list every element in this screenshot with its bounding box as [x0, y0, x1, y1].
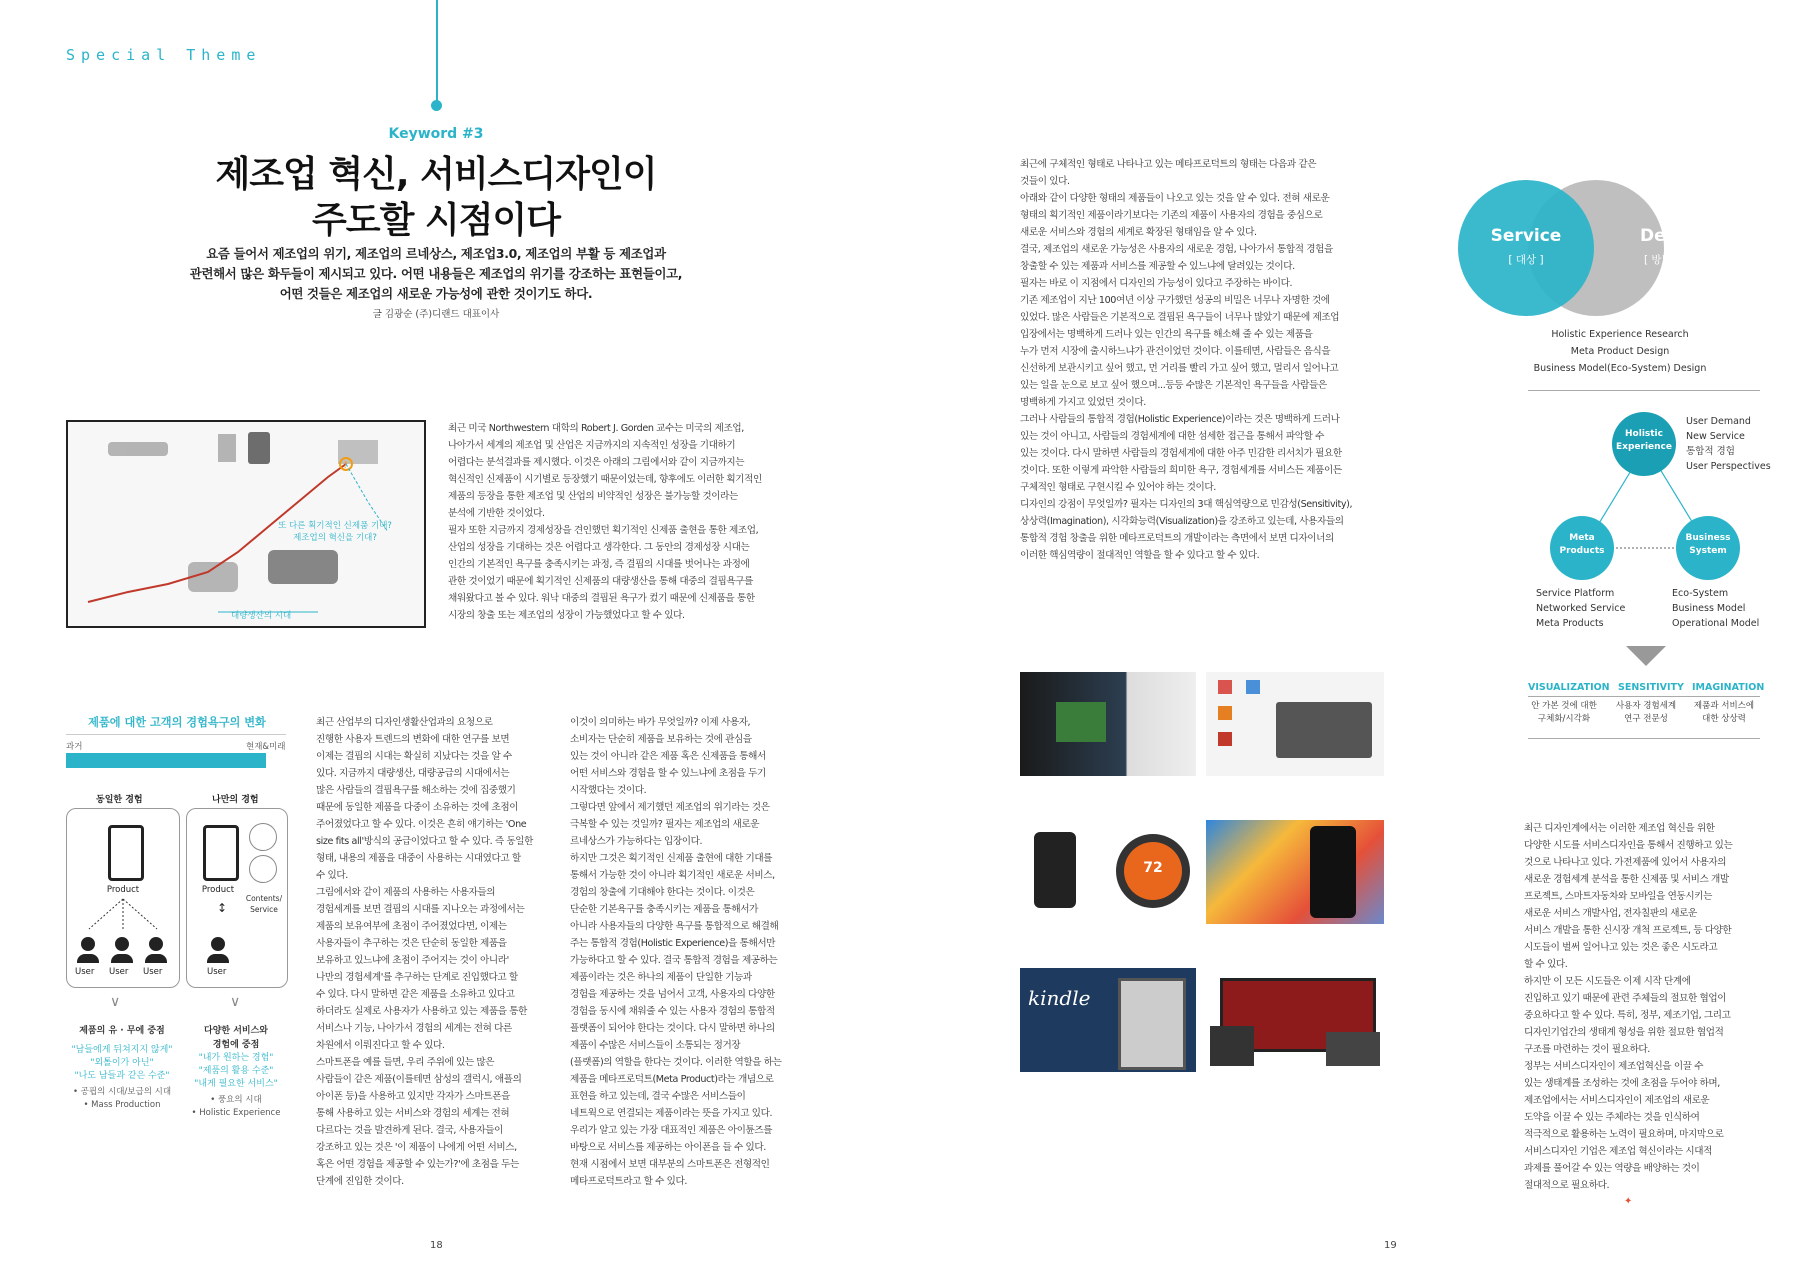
phone-icon	[203, 825, 239, 881]
kindle-logo: kindle	[1028, 986, 1091, 1010]
venn-list	[1530, 326, 1710, 377]
business-list	[1672, 586, 1759, 631]
divider	[1528, 390, 1760, 391]
diagram-title-rule	[66, 734, 286, 735]
meta-item: Service Platform	[1536, 588, 1615, 599]
holistic-item: User Perspectives	[1686, 461, 1771, 472]
capability-imagination: IMAGINATION	[1692, 682, 1765, 693]
distribution-arrows	[67, 897, 179, 937]
user-label: User	[109, 967, 129, 977]
venn-item: Business Model(Eco-System) Design	[1533, 363, 1707, 374]
ereader-graphic	[1118, 978, 1186, 1070]
product-label: Product	[201, 885, 235, 895]
thermostat-value: 72	[1143, 860, 1163, 876]
end-mark-icon: ✦	[1624, 1196, 1633, 1207]
header-dot	[431, 100, 442, 111]
same-experience-heading: 동일한 경험	[96, 795, 143, 805]
left-quotes: "남들에게 뒤쳐지지 않게" "외톨이가 아닌" "나도 남들과 같은 수준"	[71, 1045, 173, 1081]
user-body-icon	[111, 954, 133, 963]
body-column-d: 최근 디자인계에서는 이러한 제조업 혁신을 위한 다양한 시도를 서비스디자인을 통해서 진행하고 있는 것으로 나타나고 있다. 가전제품에 있어서 사용자의 새로운 경험세계 분석을 통한 신제품 및 서비스 개발 프로젝트, 스마트자동차와 모바일을 연동시키는 새로운 서비스 개발사업, 전자칠판의 새로운 서비스 개발을 통한 신시장 개척 프로젝트, 등 다양한 시도들이 벌써 일어나고 있는 것은 좋은 시도라고 할 수 있다. 하지만 이 모든 시도들은 이제 시작 단계에 진입하고 있기 때문에 관련 주체들의 절묘한 협업이 중요하다고 할 수 있다. 특히, 정부, 제조기업, 그리고 디자인기업간의 생태계 형성을 위한 절묘한 협업적 구조를 마련하는 것이 필요하다. 정부는 서비스디자인이 제조업혁신을 이끌 수 있는 생태계를 조성하는 것에 초점을 두어야 하며, 제조업에서는 서비스디자인이 제조업의 새로운 도약을 이끌 수 있는 주체라는 것을 인식하여 적극적으로 활용하는 노력이 필요하며, 마지막으로 서비스디자인 기업은 제조업 혁신이라는 시대적 과제를 풀어갈 수 있는 역량을 배양하는 것이 절대적으로 필요하다.	[1524, 823, 1733, 1191]
user-icon	[115, 937, 129, 951]
chrome-apps-image	[1206, 672, 1384, 776]
design-sub: [ 방법 ]	[1644, 254, 1680, 266]
page-number-left: 18	[430, 1240, 443, 1251]
phone-icon	[108, 825, 144, 881]
article-lead: 요즘 들어서 제조업의 위기, 제조업의 르네상스, 제조업3.0, 제조업의 부활 등 제조업과 관련해서 많은 화두들이 제시되고 있다. 어떤 내용들은 제조업의 위기를 강조하는 표현들이고, 어떤 것들은 제조업의 새로운 가능성에 관한 것이기도 하다.	[189, 246, 683, 301]
capability-desc: 사용자 경험세계 연구 전문성	[1615, 701, 1677, 724]
left-notes: • 공핍의 시대/보급의 시대 • Mass Production	[72, 1087, 172, 1110]
nest-thermostat-image	[1020, 820, 1196, 924]
timeline-past: 과거	[66, 742, 83, 752]
user-icon	[149, 937, 163, 951]
holistic-label: Holistic Experience	[1616, 429, 1672, 452]
annotation-mass-production: 대량생산의 시대	[231, 611, 292, 621]
chevron-down-icon: ∨	[230, 994, 241, 1010]
keyword-label: Keyword #3	[388, 126, 484, 142]
product-label: Product	[106, 885, 140, 895]
xbox-image	[1020, 672, 1196, 776]
app-tile	[1246, 680, 1260, 694]
business-item: Eco-System	[1672, 588, 1729, 599]
user-icon	[81, 937, 95, 951]
service-label: Service	[1490, 226, 1562, 246]
headphones-icon	[249, 823, 277, 851]
user-icon	[211, 937, 225, 951]
divider	[1528, 696, 1760, 697]
meta-list	[1536, 586, 1625, 631]
service-sub: [ 대상 ]	[1508, 254, 1544, 266]
timeline-now: 현재&미래	[246, 742, 286, 752]
user-label: User	[75, 967, 95, 977]
right-focus: 다양한 서비스와 경험에 중점	[204, 1026, 268, 1050]
updown-arrow-icon: ↕	[217, 901, 228, 915]
laptop-graphic	[1276, 702, 1372, 758]
venn-item: Meta Product Design	[1570, 346, 1670, 357]
business-item: Business Model	[1672, 603, 1746, 614]
svg-text:?: ?	[343, 461, 348, 471]
diagram-title: 제품에 대한 고객의 경험욕구의 변화	[88, 716, 266, 729]
holistic-list	[1686, 414, 1771, 474]
app-tile	[1218, 732, 1232, 746]
contents-service-label: Contents/ Service	[245, 894, 283, 914]
section-label: Special Theme	[66, 46, 262, 64]
own-experience-box	[186, 808, 288, 988]
chevron-down-icon: ∨	[110, 994, 121, 1010]
annotation-expectation: 또 다른 획기적인 신제품 기대? 제조업의 혁신을 기대?	[278, 521, 392, 543]
business-item: Operational Model	[1672, 618, 1760, 629]
holistic-item: 통합적 경험	[1686, 446, 1735, 457]
capability-desc: 안 가본 것에 대한 구체화/시각화	[1531, 701, 1597, 724]
user-body-icon	[207, 954, 229, 963]
user-label: User	[207, 967, 227, 977]
same-experience-box	[66, 808, 180, 988]
kindle-image	[1020, 968, 1196, 1072]
holistic-item: User Demand	[1686, 416, 1751, 427]
body-column-b: 이것이 의미하는 바가 무엇일까? 이제 사용자, 소비자는 단순히 제품을 보유하는 것에 관심을 있는 것이 아니라 같은 제품 혹은 신제품을 통해서 어떤 서비스와 경험을 할 수 있느냐에 초점을 두기 시작했다는 것이다. 그렇다면 앞에서 제기했던 제조업의 위기라는 것은 극복할 수 있는 것일까? 필자는 제조업의 새로운 르네상스가 가능하다는 입장이다. 하지만 그것은 획기적인 신제품 출현에 대한 기대를 통해서 가능한 것이 아니라 획기적인 새로운 서비스, 경험의 창출에 기대해야 한다는 것이다. 이것은 단순한 기본욕구를 충족시키는 제품을 통해서가 아니라 사용자들의 다양한 욕구를 통합적으로 해결해 주는 통합적 경험(Holistic Experience)을 통해서만 가능하다고 할 수 있다. 결국 통합적 경험을 제공하는 제품이라는 것은 하나의 제품이 단일한 기능과 경험을 제공하는 것을 넘어서 고객, 사용자의 다양한 경험을 동시에 채워줄 수 있는 사용자 경험의 통합적 플랫폼이 되어야 한다는 것이다. 다시 말하면 하나의 제품이 수많은 서비스들이 소통되는 정거장 (플랫폼)의 역할을 한다는 것이다. 이러한 역할을 하는 제품을 메타프로덕트(Meta Product)라는 개념으로 표현을 하고 있는데, 결국 수많은 서비스들이 네트웍으로 연결되는 제품이라는 뜻을 가지고 있다. 우리가 알고 있는 가장 대표적인 제품은 아이튠즈를 바탕으로 서비스를 제공하는 아이폰을 들 수 있다. 현재 시점에서 보면 대부분의 스마트폰은 전형적인 메타프로덕트라고 할 수 있다.	[570, 717, 782, 1187]
design-label: Design	[1640, 226, 1706, 246]
user-body-icon	[145, 954, 167, 963]
app-tile	[1218, 706, 1232, 720]
tablet-graphic	[1210, 1026, 1254, 1066]
article-title: 제조업 혁신, 서비스디자인이 주도할 시점이다	[215, 154, 657, 241]
body-column-a: 최근 산업부의 디자인생활산업과의 요청으로 진행한 사용자 트렌드의 변화에 대한 연구를 보면 이제는 결핍의 시대는 확실히 지났다는 것을 알 수 있다. 지금까지 대량생산, 대량공급의 시대에서는 많은 사람들의 결핍욕구를 해소하는 것에 집중했기 때문에 동일한 제품을 다중이 소유하는 것에 초점이 주어졌었다고 할 수 있다. 이것은 흔히 얘기하는 'One size fits all'방식의 공급이었다고 할 수 있다. 즉 동일한 형태, 내용의 제품을 대중이 사용하는 시대였다고 할 수 있다. 그림에서와 같이 제품의 사용하는 사용자들의 경험세계를 보면 결핍의 시대를 지나오는 과정에서는 제품의 보유여부에 초점이 주어졌었다면, 이제는 사용자들이 추구하는 것은 단순히 동일한 제품을 보유하고 있느냐에 초점이 주어지는 것이 아니라' 나만의 경험세계'를 추구하는 단계로 진입했다고 할 수 있다. 다시 말하면 같은 제품을 소유하고 있다고 하더라도 실제로 사용자가 사용하고 있는 제품을 통한 서비스나 기능, 나아가서 경험의 세계는 전혀 다른 차원에서 이뤄진다고 할 수 있다. 스마트폰을 예를 들면, 우리 주위에 있는 많은 사람들이 같은 제품(이를테면 삼성의 갤럭시, 애플의 아이폰 등)을 사용하고 있지만 각자가 스마트폰을 통해 사용하고 있는 서비스와 경험의 세계는 전혀 다르다는 것을 발견하게 된다. 결국, 사용자들이 강조하고 있는 것은 '이 제품이 나에게 어떤 서비스, 혹은 어떤 경험을 제공할 수 있는가?'에 초점을 두는 단계에 진입한 것이다.	[316, 717, 534, 1187]
user-body-icon	[77, 954, 99, 963]
right-notes: • 풍요의 시대 • Holistic Experience	[191, 1095, 281, 1118]
down-triangle-icon	[1626, 646, 1666, 666]
own-experience-heading: 나만의 경험	[212, 795, 259, 805]
xbox-screen-tile	[1056, 702, 1106, 742]
monitor-icon	[249, 855, 277, 883]
header-divider	[436, 0, 438, 105]
capability-sensitivity: SENSITIVITY	[1618, 682, 1684, 693]
byline: 글 김광순 (주)디랜드 대표이사	[372, 309, 500, 320]
innovation-history-image	[66, 420, 426, 628]
app-tile	[1218, 680, 1232, 694]
right-quotes: "내가 원하는 경험" "제품의 활용 수준" "내게 필요한 서비스"	[194, 1053, 278, 1089]
meta-item: Meta Products	[1536, 618, 1604, 629]
divider	[1528, 738, 1760, 739]
timeline-arrow-icon: ›››	[252, 752, 260, 768]
meta-label: Meta Products	[1559, 533, 1605, 556]
capability-desc: 제품과 서비스에 대한 상상력	[1693, 701, 1755, 724]
iphone-apps-image	[1206, 820, 1384, 924]
left-focus: 제품의 유 · 무에 중점	[79, 1026, 165, 1036]
iphone-graphic	[1310, 826, 1356, 918]
meta-item: Networked Service	[1536, 603, 1626, 614]
business-label: Business System	[1685, 533, 1731, 556]
holistic-item: New Service	[1686, 431, 1745, 442]
timeline-bar	[66, 753, 266, 768]
user-label: User	[143, 967, 163, 977]
capability-visualization: VISUALIZATION	[1528, 682, 1610, 693]
body-column-c: 최근에 구체적인 형태로 나타나고 있는 메타프로덕트의 형태는 다음과 같은 것들이 있다. 아래와 같이 다양한 형태의 제품들이 나오고 있는 것을 알 수 있다. 전혀 새로운 형태의 획기적인 제품이라기보다는 기존의 제품이 사용자의 경험을 중심으로 새로운 서비스와 경험의 세계로 확장된 형태임을 알 수 있다. 결국, 제조업의 새로운 가능성은 사용자의 새로운 경험, 나아가서 통합적 경험을 창출할 수 있는 제품과 서비스를 제공할 수 있느냐에 달려있는 것이다. 필자는 바로 이 지점에서 디자인의 가능성이 있다고 주장하는 바이다. 기존 제조업이 지난 100여년 이상 구가했던 성공의 비밀은 너무나 자명한 것에 있었다. 많은 사람들은 기본적으로 결핍된 욕구들이 너무나 많았기 때문에 제조업 입장에서는 명백하게 드러나 있는 인간의 욕구를 해소해 줄 수 있는 제품을 누가 먼저 시장에 출시하느냐가 관건이었던 것이다. 이를테면, 사람들은 음식을 신선하게 보관시키고 싶어 했고, 먼 거리를 빨리 가고 싶어 했고, 멀리서 일어나고 있는 일을 눈으로 보고 싶어 했으며...등등 수많은 기본적인 욕구들을 사람들은 명백하게 가지고 있었던 것이다. 그러나 사람들의 통합적 경험(Holistic Experience)이라는 것은 명백하게 드러나 있는 것이 아니고, 사람들의 경험세계에 대한 섬세한 접근을 통해서 파악할 수 있는 것이다. 다시 말하면 사람들의 경험세계에 대한 아주 민감한 리서치가 필요한 것이다. 또한 이렇게 파악한 사람들의 희미한 욕구, 경험세계를 서비스든 제품이든 구체적인 형태로 구현시킬 수 있어야 하는 것이다. 디자인의 강점이 무엇일까? 필자는 디자인의 3대 핵심역량으로 민감성(Sensitivity), 상상력(Imagination), 시각화능력(Visualization)을 강조하고 있는데, 사용자들의 통합적 경험 창출을 위한 메타프로덕트의 개발이라는 측면에서 보면 디자이너의 이러한 핵심역량이 절대적인 역할을 할 수 있다고 할 수 있다.	[1020, 159, 1353, 561]
venn-item: Holistic Experience Research	[1551, 329, 1689, 340]
tv-devices-image	[1206, 968, 1384, 1072]
phone-graphic	[1034, 832, 1076, 908]
page-number-right: 19	[1384, 1240, 1397, 1251]
intro-column: 최근 미국 Northwestern 대학의 Robert J. Gorden 교수는 미국의 제조업, 나아가서 세계의 제조업 및 산업은 지금까지의 지속적인 성장을 기대하기 어렵다는 분석결과를 제시했다. 이것은 아래의 그림에서와 같이 지금까지는 혁신적인 신제품이 시기별로 등장했기 때문이었는데, 향후에도 이러한 획기적인 제품의 등장을 통한 제조업 및 산업의 비약적인 성장은 불가능할 것이라는 분석에 기반한 것이었다. 필자 또한 지금까지 경제성장을 견인했던 획기적인 신제품 출현을 통한 제조업, 산업의 성장을 기대하는 것은 어렵다고 생각한다. 그 동안의 경제성장 시대는 인간의 기본적인 욕구를 충족시키는 과정, 즉 결핍의 시대를 벗어나는 과정에 관한 것이었기 때문에 획기적인 신제품의 대량생산을 통해 대중의 결핍욕구를 채워왔다고 볼 수 있다. 워낙 대중의 결핍된 욕구가 컸기 때문에 신제품을 통한 시장의 창출 또는 제조업의 성장이 가능했었다고 할 수 있다.	[448, 423, 762, 621]
laptop-graphic	[1326, 1032, 1380, 1066]
service-circle	[1458, 180, 1594, 316]
